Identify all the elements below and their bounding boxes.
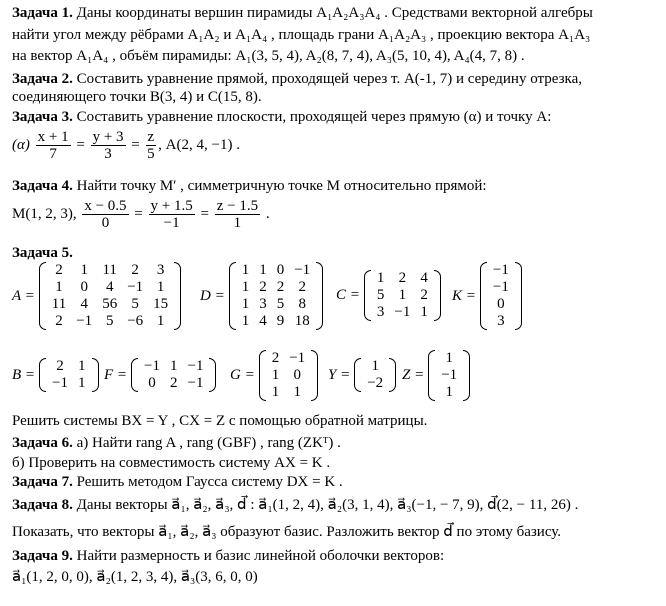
matrix-A-row bbox=[47, 296, 173, 313]
task3-frac3: $\frac{z}{5}$ bbox=[147, 129, 155, 163]
matrix-cell: 3 bbox=[376, 304, 385, 320]
matrix-D-row bbox=[237, 262, 315, 279]
matrix-cell: 8 bbox=[298, 296, 306, 312]
matrix-D-row bbox=[237, 313, 315, 330]
matrix-cell: −1 bbox=[76, 313, 93, 329]
matrix-cell: 4 bbox=[105, 279, 114, 295]
matrix-cell: 1 bbox=[170, 358, 178, 374]
matrix-K: K = −1 −1 0 3 bbox=[452, 262, 522, 330]
matrix-cell: −6 bbox=[127, 313, 144, 329]
task6-title: Задача 6. bbox=[12, 435, 73, 451]
matrix-cell: 2 bbox=[298, 279, 306, 295]
matrix-cell: 1 bbox=[156, 313, 165, 329]
task8-line2: Показать, что векторы a⃗₁, a⃗₂, a⃗₃ образуют базис. Разложить вектор d⃗ по этому базису. bbox=[12, 524, 562, 540]
matrix-cell: 4 bbox=[420, 270, 428, 286]
matrix-cell: 11 bbox=[102, 262, 117, 278]
matrix-cell: 1 bbox=[241, 296, 250, 312]
matrix-cell: 2 bbox=[56, 358, 64, 374]
matrix-cell: 1 bbox=[259, 262, 267, 278]
matrix-cell: 1 bbox=[271, 367, 280, 383]
matrix-A-row bbox=[47, 262, 173, 279]
task4-frac3: $\frac{z - 1.5}{1}$ bbox=[216, 198, 259, 232]
task3-equation: (α) $\frac{x + 1}{7}$ = $\frac{y + 3}{3}$ = $\frac{z}{5}$ , A(2, 4, −1) . bbox=[12, 129, 240, 163]
matrix-cell: 1 bbox=[445, 384, 453, 400]
matrix-cell: 3 bbox=[259, 296, 267, 312]
task1-title: Задача 1. bbox=[12, 5, 73, 21]
task6-line1 bbox=[12, 434, 341, 452]
matrices-row2 bbox=[12, 350, 662, 408]
task4-title: Задача 4. bbox=[12, 178, 73, 194]
matrix-C-row bbox=[372, 304, 433, 321]
matrix-cell: −1 bbox=[492, 262, 509, 278]
matrix-Y: Y = 1 −2 bbox=[328, 358, 396, 392]
matrix-cell: 18 bbox=[294, 313, 310, 329]
task7-text1: Решить методом Гаусса систему DX = K . bbox=[72, 474, 343, 490]
task6-text-b: б) Проверить на совместимость систему AX = K . bbox=[12, 455, 331, 471]
task4-equation: M(1, 2, 3), $\frac{x - 0.5}{0}$ = $\frac{y + 1.5}{-1}$ = $\frac{z - 1.5}{1}$ . bbox=[12, 198, 270, 232]
matrix-cell: −1 bbox=[52, 375, 69, 391]
matrix-cell: 0 bbox=[276, 262, 285, 278]
matrix-cell: 1 bbox=[78, 375, 86, 391]
matrix-Y-row bbox=[362, 375, 388, 392]
task1-line2: найти угол между рёбрами A₁A₂ и A₁A₄ , площадь грани A₁A₂A₃ , проекцию вектора A₁A₃ bbox=[12, 27, 591, 43]
task8-line1 bbox=[12, 496, 578, 514]
matrix-cell: 0 bbox=[148, 375, 156, 391]
matrix-cell: −1 bbox=[394, 304, 411, 320]
task3-text1: Составить уравнение плоскости, проходящей через прямую (α) и точку А: bbox=[72, 109, 552, 125]
task1-line3: на вектор A₁A₄ , объём пирамиды: A₁(3, 5, 4), A₂(8, 7, 4), A₃(5, 10, 4), A₄(4, 7, 8) . bbox=[12, 48, 525, 64]
matrix-F-row bbox=[139, 358, 208, 375]
task8-title: Задача 8. bbox=[12, 497, 73, 513]
task2-text1: Составить уравнение прямой, проходящей через т. A(-1, 7) и середину отрезка, bbox=[72, 71, 582, 87]
matrix-cell: 2 bbox=[170, 375, 178, 391]
matrix-G-row bbox=[267, 384, 310, 401]
matrix-cell: 1 bbox=[241, 279, 250, 295]
matrix-cell: −1 bbox=[144, 358, 161, 374]
matrix-C: C = 1 2 4 5 1 2 3 −1 1 bbox=[336, 270, 441, 321]
task4-text1: Найти точку M′ , симметричную точке M относительно прямой: bbox=[72, 178, 487, 194]
matrix-cell: 5 bbox=[376, 287, 385, 303]
matrix-cell: −1 bbox=[187, 358, 204, 374]
matrix-F-row bbox=[139, 375, 208, 392]
task3-label: (α) bbox=[12, 137, 30, 153]
matrix-cell: 5 bbox=[105, 313, 114, 329]
matrix-K-row bbox=[488, 296, 514, 313]
matrix-cell: 56 bbox=[102, 296, 118, 312]
task9-line2: a⃗₁(1, 2, 0, 0), a⃗₂(1, 2, 3, 4), a⃗₃(3, 6, 0, 0) bbox=[12, 569, 258, 585]
task3-line1 bbox=[12, 108, 551, 126]
matrix-cell: 1 bbox=[80, 262, 88, 278]
task5-title: Задача 5. bbox=[12, 245, 73, 261]
matrix-cell: 5 bbox=[131, 296, 139, 312]
task1-line1 bbox=[12, 4, 593, 22]
matrix-cell: 4 bbox=[80, 296, 88, 312]
matrix-Z-row bbox=[436, 384, 462, 401]
task9-title: Задача 9. bbox=[12, 548, 73, 564]
task4-frac2: $\frac{y + 1.5}{-1}$ bbox=[150, 198, 193, 232]
matrix-cell: −1 bbox=[441, 367, 458, 383]
matrix-cell: 1 bbox=[241, 262, 250, 278]
matrix-cell: 2 bbox=[420, 287, 428, 303]
matrix-D: D = 1 1 0 −1 1 2 2 2 1 3 5 8 1 4 9 18 bbox=[200, 262, 323, 330]
matrix-cell: 1 bbox=[371, 358, 379, 374]
matrix-D-row bbox=[237, 296, 315, 313]
matrix-cell: 2 bbox=[271, 350, 280, 366]
matrix-A: A = 2 1 11 2 3 1 0 4 −1 1 11 4 56 5 15 2 −1 5 −6 1 bbox=[12, 262, 181, 330]
matrix-D-row bbox=[237, 279, 315, 296]
matrix-cell: −1 bbox=[294, 262, 311, 278]
matrices-row1 bbox=[12, 262, 662, 348]
task1-text1: Даны координаты вершин пирамиды A₁A₂A₃A₄ . Средствами векторной алгебры bbox=[72, 5, 593, 21]
task2-line2: соединяющего точки B(3, 4) и C(15, 8). bbox=[12, 89, 262, 105]
task6-text-a: а) Найти rang A , rang (GBF) , rang (ZKᵀ) . bbox=[72, 435, 341, 451]
matrix-cell: 1 bbox=[376, 270, 385, 286]
matrix-K-row bbox=[488, 262, 514, 279]
task2-title: Задача 2. bbox=[12, 71, 73, 87]
matrix-cell: 1 bbox=[271, 384, 280, 400]
matrix-cell: −1 bbox=[127, 279, 144, 295]
matrix-G-row bbox=[267, 367, 310, 384]
task3-frac1: $\frac{x + 1}{7}$ bbox=[37, 129, 69, 163]
matrix-cell: 2 bbox=[131, 262, 139, 278]
matrix-B: B = 2 1 −1 1 bbox=[12, 358, 99, 392]
task5-solve: Решить системы BX = Y , CX = Z с помощью обратной матрицы. bbox=[12, 413, 428, 429]
task4-line1 bbox=[12, 177, 487, 195]
matrix-Z-row bbox=[436, 367, 462, 384]
matrix-C-row bbox=[372, 270, 433, 287]
matrix-A-row bbox=[47, 279, 173, 296]
matrix-cell: −1 bbox=[289, 350, 306, 366]
matrix-cell: 15 bbox=[153, 296, 169, 312]
matrix-cell: 1 bbox=[420, 304, 428, 320]
matrix-cell: 2 bbox=[259, 279, 267, 295]
task4-frac1: $\frac{x - 0.5}{0}$ bbox=[84, 198, 127, 232]
task7-line1 bbox=[12, 473, 343, 491]
matrix-cell: −2 bbox=[367, 375, 384, 391]
task3-title: Задача 3. bbox=[12, 109, 73, 125]
matrix-G: G = 2 −1 1 0 1 1 bbox=[230, 350, 318, 401]
matrix-B-row bbox=[47, 375, 90, 392]
task7-title: Задача 7. bbox=[12, 474, 73, 490]
task3-frac2: $\frac{y + 3}{3}$ bbox=[92, 129, 124, 163]
task4-point: M(1, 2, 3), bbox=[12, 206, 77, 222]
matrix-Y-row bbox=[362, 358, 388, 375]
matrix-cell: 0 bbox=[497, 296, 505, 312]
matrix-K-row bbox=[488, 313, 514, 330]
matrix-cell: 1 bbox=[445, 350, 453, 366]
matrix-cell: 5 bbox=[276, 296, 285, 312]
matrix-K-row bbox=[488, 279, 514, 296]
matrix-cell: 1 bbox=[241, 313, 250, 329]
task5-line1 bbox=[12, 244, 73, 262]
matrix-cell: 0 bbox=[80, 279, 88, 295]
matrix-cell: 2 bbox=[55, 313, 63, 329]
matrix-cell: 3 bbox=[156, 262, 165, 278]
task2-line1 bbox=[12, 70, 582, 88]
matrix-cell: −1 bbox=[187, 375, 204, 391]
matrix-cell: 1 bbox=[293, 384, 301, 400]
matrix-cell: 3 bbox=[497, 313, 505, 329]
matrix-cell: 9 bbox=[276, 313, 285, 329]
matrix-A-row bbox=[47, 313, 173, 330]
task9-line1 bbox=[12, 547, 444, 565]
matrix-cell: 0 bbox=[293, 367, 301, 383]
matrix-B-row bbox=[47, 358, 90, 375]
matrix-G-row bbox=[267, 350, 310, 367]
matrix-cell: 1 bbox=[398, 287, 407, 303]
matrix-C-row bbox=[372, 287, 433, 304]
task8-text1: Даны векторы a⃗₁, a⃗₂, a⃗₃, d⃗ : a⃗₁(1, 2, 4), a⃗₂(3, 1, 4), a⃗₃(−1, − 7, 9), d⃗(2, − 11, 26) . bbox=[72, 497, 579, 513]
matrix-cell: 4 bbox=[259, 313, 267, 329]
task9-text1: Найти размерность и базис линейной оболочки векторов: bbox=[72, 548, 445, 564]
matrix-cell: −1 bbox=[492, 279, 509, 295]
matrix-cell: 2 bbox=[55, 262, 63, 278]
matrix-cell: 1 bbox=[55, 279, 63, 295]
matrix-cell: 11 bbox=[51, 296, 67, 312]
task3-point: , A(2, 4, −1) . bbox=[158, 137, 240, 153]
matrix-F: F = −1 1 −1 0 2 −1 bbox=[104, 358, 216, 392]
matrix-cell: 1 bbox=[156, 279, 165, 295]
matrix-cell: 2 bbox=[276, 279, 285, 295]
matrix-Z-row bbox=[436, 350, 462, 367]
matrix-cell: 1 bbox=[78, 358, 86, 374]
matrix-Z: Z = 1 −1 1 bbox=[402, 350, 470, 401]
matrix-cell: 2 bbox=[398, 270, 407, 286]
